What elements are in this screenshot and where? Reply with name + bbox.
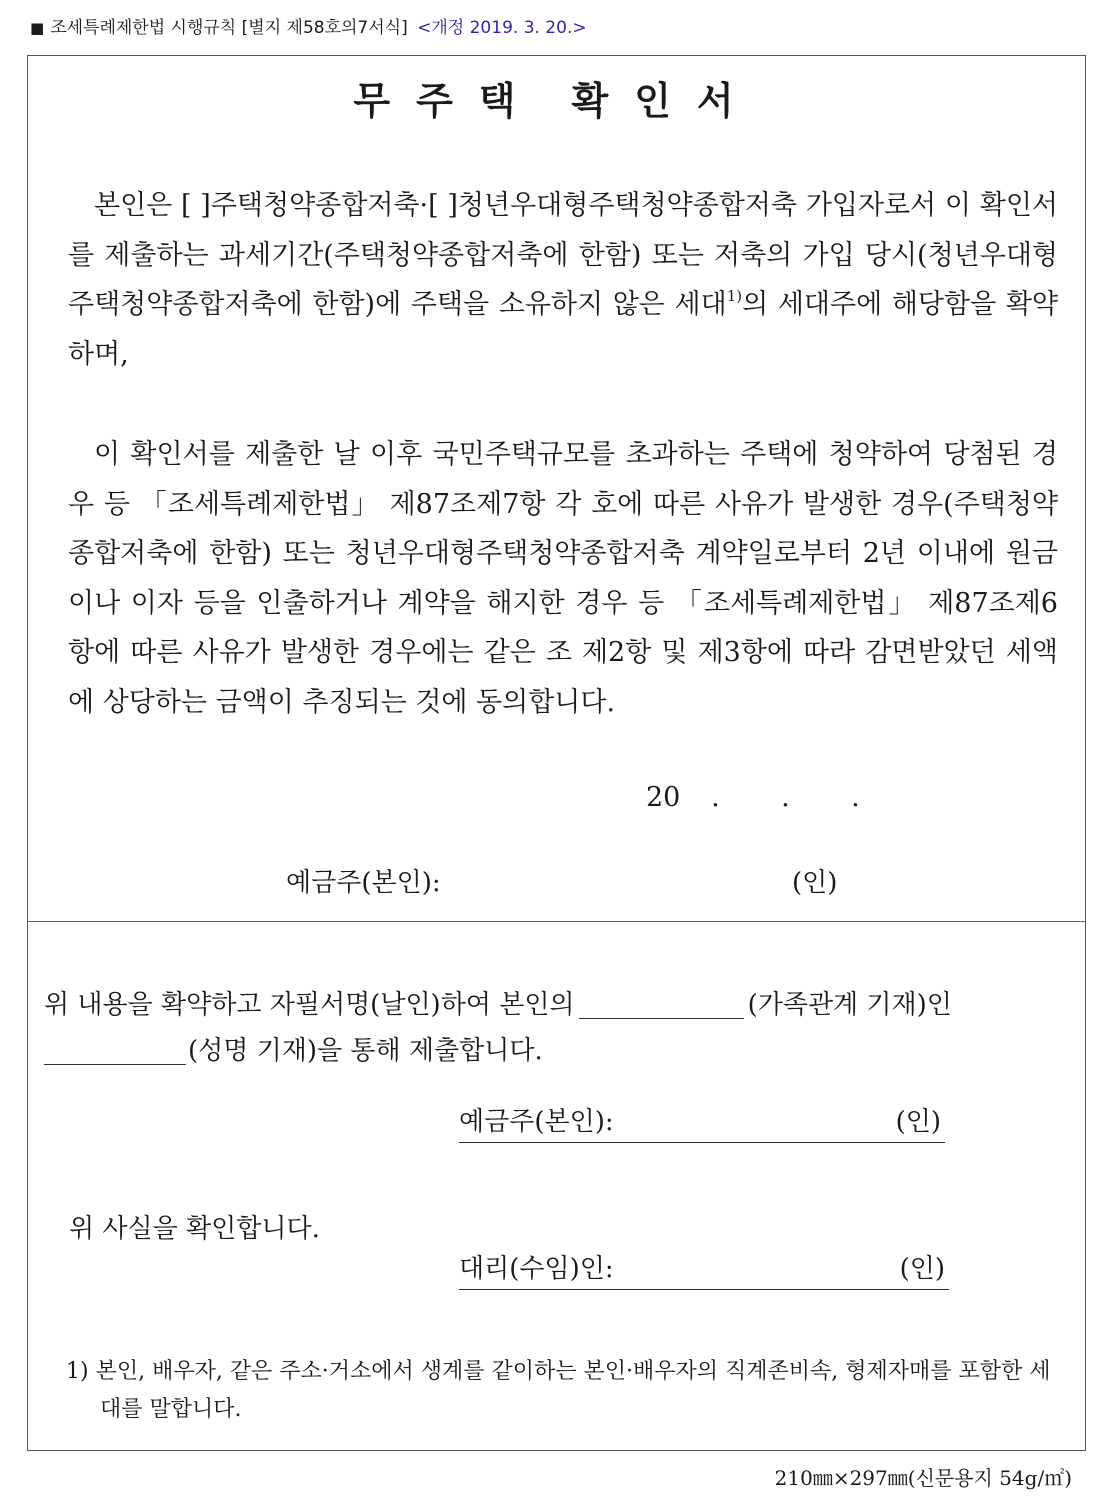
form-reference: 조세특례제한법 시행규칙 [별지 제58호의7서식]	[50, 18, 408, 38]
name-blank[interactable]	[44, 1034, 186, 1065]
delegation-text-a: 위 내용을 확약하고 자필서명(날인)하여 본인의	[44, 990, 575, 1020]
footnote-marker: 1)	[726, 287, 743, 305]
holder-signature-seal: (인)	[895, 1107, 941, 1137]
consent-paragraph	[68, 430, 1058, 727]
account-holder-seal: (인)	[792, 868, 838, 898]
page-title	[27, 70, 1086, 125]
paper-size-note: 210㎜×297㎜(신문용지 54g/㎡)	[774, 1466, 1072, 1490]
confirm-statement: 위 사실을 확인합니다.	[69, 1214, 320, 1244]
proxy-signature-seal: (인)	[899, 1254, 945, 1284]
proxy-signature-label: 대리(수임)인:	[459, 1254, 614, 1284]
date-sep-day: .	[851, 782, 860, 813]
footnote: 1) 본인, 배우자, 같은 주소·거소에서 생계를 같이하는 본인·배우자의 직계존비속, 형제자매를 포함한 세대를 말합니다.	[66, 1359, 1051, 1422]
delegation-text-c: (성명 기재)을 통해 제출합니다.	[188, 1036, 543, 1066]
date-sep-year: .	[711, 782, 720, 813]
form-reference-header	[30, 14, 1090, 42]
pledge-paragraph	[68, 181, 1058, 379]
pledge-text-b: 의 세대주에 해당함을 확약하며,	[68, 289, 1058, 370]
title-part-1: 무주택	[353, 79, 542, 123]
section-divider	[27, 921, 1086, 922]
revision-note: <개정 2019. 3. 20.>	[417, 18, 587, 38]
account-holder-label: 예금주(본인):	[286, 868, 441, 898]
date-year-prefix: 20	[646, 782, 681, 813]
family-relation-blank[interactable]	[579, 988, 744, 1019]
delegation-paragraph	[44, 982, 1074, 1074]
pledge-text-a: 본인은 [ ]주택청약종합저축·[ ]청년우대형주택청약종합저축 가입자로서 이 확인서를 제출하는 과세기간(주택청약종합저축에 한함) 또는 저축의 가입 당시(청년우대형주택청약종합저축에 한함)에 주택을 소유하지 않은 세대	[68, 190, 1058, 320]
date-line	[646, 782, 890, 813]
square-bullet-icon: ■	[30, 19, 45, 37]
holder-signature-label: 예금주(본인):	[459, 1107, 614, 1137]
delegation-text-b: (가족관계 기재)인	[747, 990, 952, 1020]
proxy-signature-line[interactable]	[459, 1249, 949, 1290]
date-sep-month: .	[781, 782, 790, 813]
holder-signature-line[interactable]	[459, 1102, 945, 1143]
consent-text: 이 확인서를 제출한 날 이후 국민주택규모를 초과하는 주택에 청약하여 당첨된 경우 등 「조세특례제한법」 제87조제7항 각 호에 따른 사유가 발생한 경우(주택청약종합저축에 한함) 또는 청년우대형주택청약종합저축 계약일로부터 2년 이내에 원금이나 이자 등을 인출하거나 계약을 해지한 경우 등 「조세특례제한법」 제87조제6항에 따른 사유가 발생한 경우에는 같은 조 제2항 및 제3항에 따라 감면받았던 세액에 상당하는 금액이 추징되는 것에 동의합니다.	[68, 439, 1058, 718]
title-part-2: 확인서	[571, 79, 760, 123]
